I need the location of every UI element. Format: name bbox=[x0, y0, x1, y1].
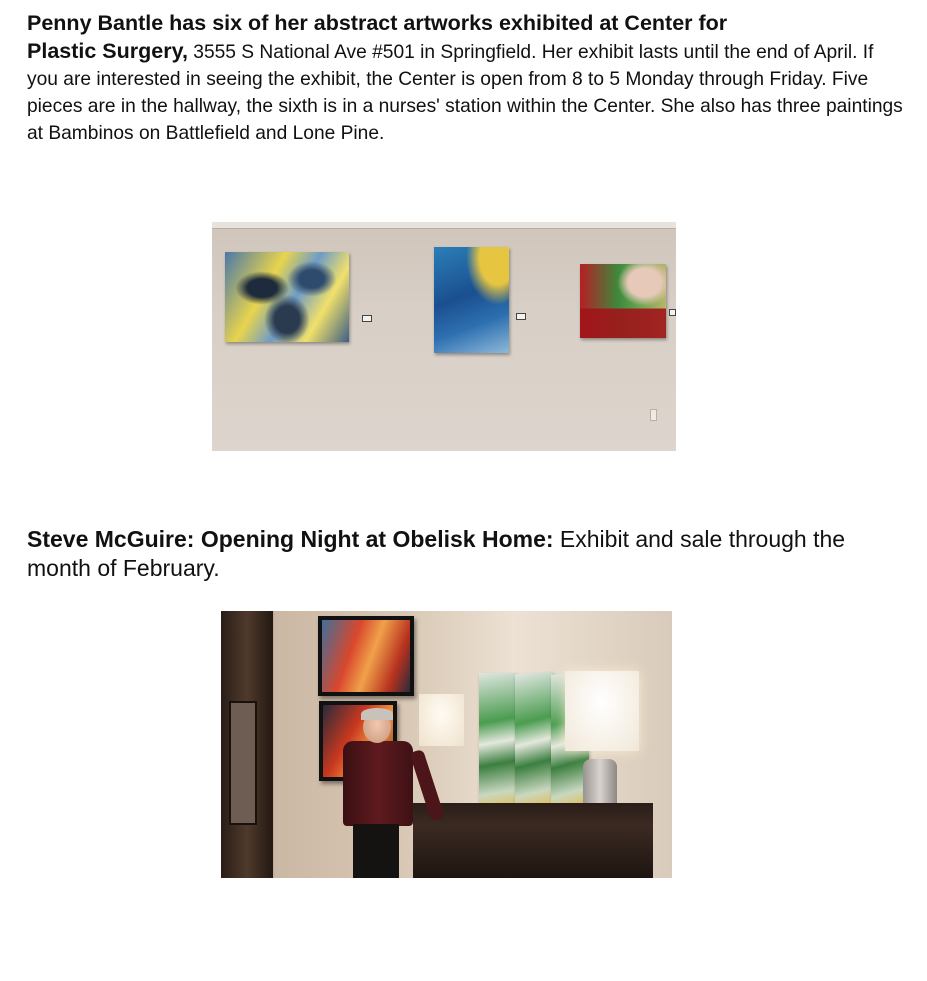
artwork-label-card bbox=[516, 313, 526, 320]
bantle-venue-name: Plastic Surgery, bbox=[27, 39, 188, 63]
lamp-shade-large bbox=[565, 671, 639, 751]
triptych-panel-2 bbox=[515, 672, 553, 813]
artwork-label-card bbox=[362, 315, 372, 322]
framed-painting-red bbox=[318, 616, 414, 696]
mcguire-headline: Steve McGuire: Opening Night at Obelisk Home: bbox=[27, 526, 554, 552]
bantle-headline: Penny Bantle has six of her abstract artworks exhibited at Center for bbox=[27, 11, 728, 35]
gallery-hallway-photo bbox=[212, 222, 676, 451]
abstract-painting-blue bbox=[434, 247, 509, 353]
triptych-panel-1 bbox=[479, 673, 517, 811]
ceiling-edge bbox=[212, 222, 676, 229]
door-glass-panel bbox=[229, 701, 257, 825]
wall-switch bbox=[650, 409, 657, 421]
artwork-label-card bbox=[669, 309, 676, 316]
abstract-painting-red-green bbox=[580, 264, 666, 338]
exhibit-announcement-mcguire bbox=[27, 525, 907, 583]
wooden-door bbox=[221, 611, 273, 878]
exhibit-announcement-bantle bbox=[27, 8, 907, 147]
mcguire-details: Exhibit and sale through the month of February. bbox=[27, 526, 846, 581]
artist-figure bbox=[339, 711, 417, 878]
bantle-details: 3555 S National Ave #501 in Springfield. Her exhibit lasts until the end of April. If you are interested in seeing the exhibit, the Center is open from 8 to 5 Monday through Friday. Five pieces are in the hallway, the sixth is in a nurses' station within the Center. She also has three paintings at Bambinos on Battlefield and Lone Pine. bbox=[27, 42, 903, 144]
lamp-shade-small bbox=[419, 694, 464, 746]
console-table bbox=[413, 803, 653, 878]
abstract-painting-blue-yellow bbox=[225, 252, 349, 342]
bantle-paragraph bbox=[27, 38, 907, 147]
artist-at-obelisk-home-photo bbox=[221, 611, 672, 878]
